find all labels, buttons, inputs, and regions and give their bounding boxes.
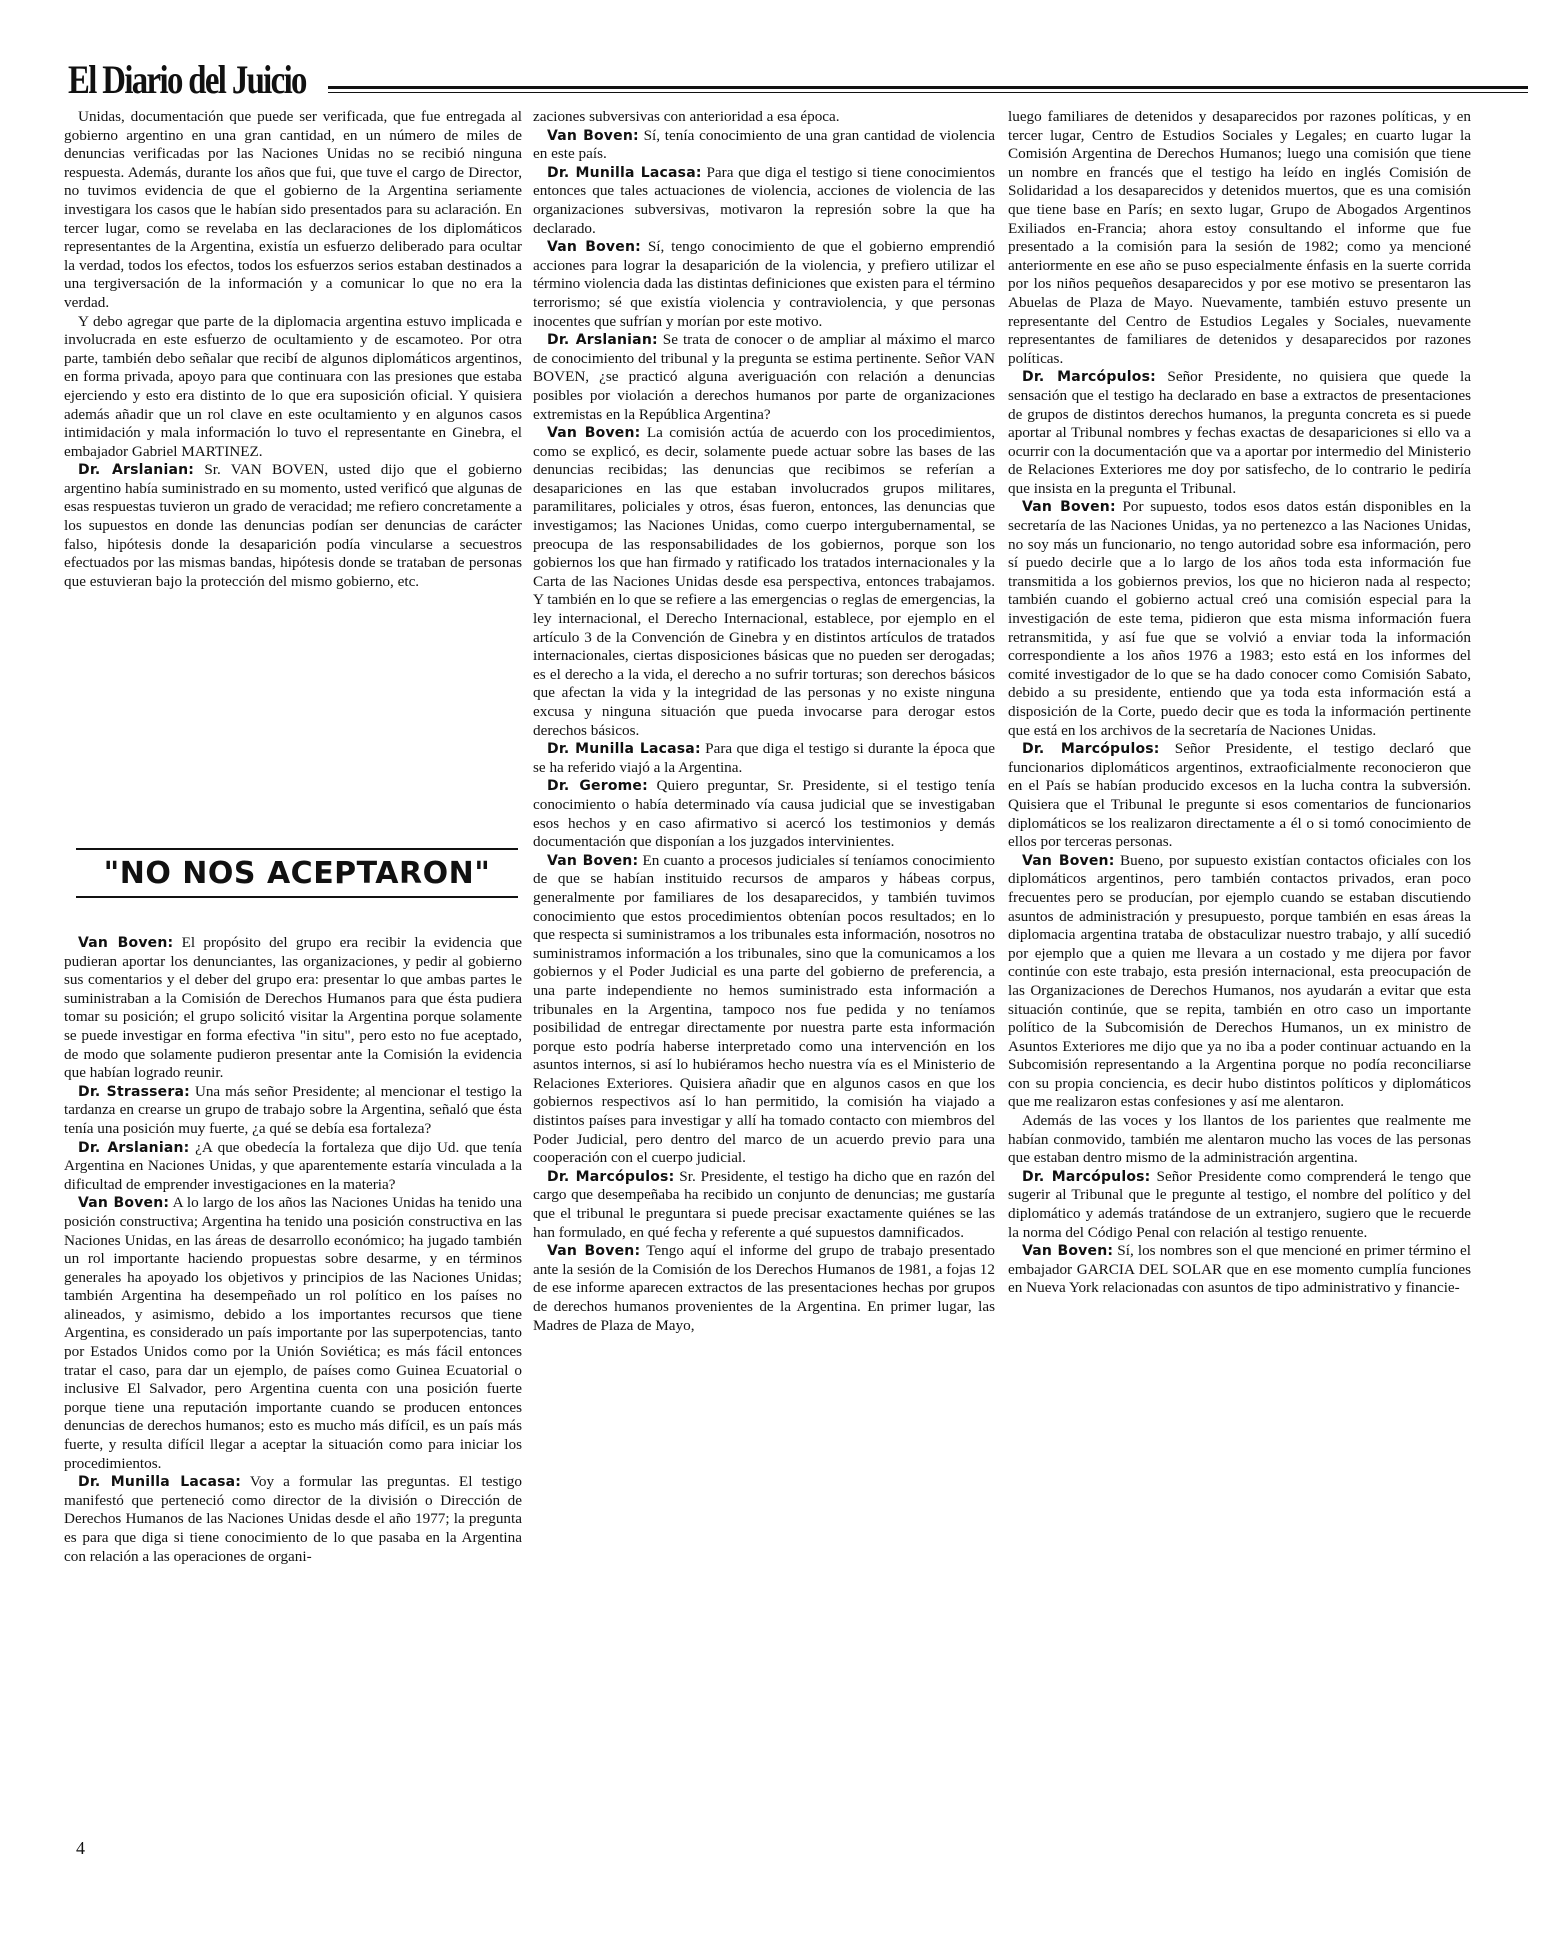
paragraph-text: El propósito del grupo era recibir la evidencia que pudieran aportar los denunciantes, las organizaciones, y pedir al gobierno sus comentarios y el deber del grupo era: presentar lo que ambas partes le suministraban a la Comisión de Derechos Humanos para que ésta pudiera tomar su posición; el grupo solicitó visitar la Argentina porque solamente se puede investigar en forma efectiva "in situ", pero esto no fue aceptado, de modo que solamente pudieron presentar ante la Comisión la evidencia que habían logrado reunir. xyxy=(64,934,523,1082)
paragraph xyxy=(1008,1112,1471,1168)
paragraph xyxy=(533,331,995,424)
paragraph xyxy=(533,424,995,740)
speaker-label: Dr. Marcópulos: xyxy=(1022,741,1160,758)
speaker-label: Dr. Marcópulos: xyxy=(1022,369,1156,386)
paragraph xyxy=(533,164,995,238)
paragraph xyxy=(533,777,995,851)
section-heading xyxy=(76,848,518,898)
paragraph xyxy=(1008,852,1471,1112)
paragraph-text: Señor Presidente como comprenderá le tengo que sugerir al Tribunal que le pregunte al testigo, el nombre del político y del diplomático y además tratándose de un extranjero, sugiero que le recuerde la norma del Código Penal con relación al testigo renuente. xyxy=(1008,1167,1472,1241)
paragraph xyxy=(1008,1242,1471,1298)
paragraph-text: Sr. Presidente, el testigo ha dicho que en razón del cargo que desempeñaba ha recibido un conjunto de denuncias; me gustaría que el tribunal le preguntara si puede precisar exactamente quiénes se las han formulado, en qué fecha y referente a qué supuestos damnificados. xyxy=(533,1167,996,1241)
speaker-label: Dr. Gerome: xyxy=(547,778,648,795)
paragraph-text: Señor Presidente, el testigo declaró que funcionarios diplomáticos argentinos, extraoficialmente reconocieron que en el País se habían producido excesos en la lucha contra la subversión. Quisiera que el Tribunal le pregunte si esos comentarios de funcionarios diplomáticos se los realizaron directamente a él o si tomó conocimiento de ellos por terceras personas. xyxy=(1008,740,1471,851)
paragraph xyxy=(533,740,995,777)
paragraph xyxy=(64,313,522,462)
paragraph-text: Una más señor Presidente; al mencionar el testigo la tardanza en crearse un grupo de trabajo sobre la Argentina, señaló que ésta tenía una posición muy fuerte, ¿a qué se debía esa fortaleza? xyxy=(64,1082,523,1137)
speaker-label: Dr. Strassera: xyxy=(78,1083,190,1100)
paragraph xyxy=(533,127,995,164)
paragraph xyxy=(64,1139,522,1195)
column-1-bottom xyxy=(64,934,522,1566)
column-2 xyxy=(533,108,995,1335)
speaker-label: Van Boven: xyxy=(1022,499,1116,516)
column-3 xyxy=(1008,108,1471,1298)
paragraph-text: Sí, tengo conocimiento de que el gobierno emprendió acciones para lograr la desaparición de la violencia, y prefiero utilizar el término violencia dada las distintas definiciones que existen para el término terrorismo; sé que existía violencia y contraviolencia, y que personas inocentes que sufrían y morían por este motivo. xyxy=(533,238,996,330)
speaker-label: Dr. Munilla Lacasa: xyxy=(547,741,701,758)
paragraph xyxy=(1008,740,1471,852)
speaker-label: Dr. Marcópulos: xyxy=(547,1168,675,1185)
speaker-label: Van Boven: xyxy=(547,127,639,144)
paragraph-text: Y debo agregar que parte de la diplomacia argentina estuvo implicada e involucrada en este esfuerzo de ocultamiento y de escamoteo. Por otra parte, también debo señalar que recibí de algunos diplomáticos argentinos, en forma privada, apoyo para que continuara con las presiones que estaba ejerciendo y esto era distinto de lo que era suposición oficial. Y quisiera además añadir que un rol clave en este ocultamiento y en algunos casos intimidación y mala información lo tuvo el representante en Ginebra, el embajador Gabriel MARTINEZ. xyxy=(64,312,522,460)
paragraph-text: Se trata de conocer o de ampliar al máximo el marco de conocimiento del tribunal y la pregunta se estima pertinente. Señor VAN BOVEN, ¿se practicó alguna averiguación con relación a denuncias posibles por violación a derechos humanos por parte de organizaciones extremistas en la República Argentina? xyxy=(533,331,996,423)
section-heading-text: "NO NOS ACEPTARON" xyxy=(103,855,491,891)
paragraph-text: Voy a formular las preguntas. El testigo manifestó que perteneció como director de la división o Dirección de Derechos Humanos de las Naciones Unidas desde el año 1977; la pregunta es para que diga si tiene conocimiento de lo que pasaba en la Argentina con relación a las operaciones de organi- xyxy=(64,1473,522,1565)
page-number: 4 xyxy=(76,1838,85,1858)
speaker-label: Van Boven: xyxy=(547,239,641,256)
paragraph xyxy=(64,1473,522,1566)
paragraph-text: Para que diga el testigo si durante la época que se ha referido viajó a la Argentina. xyxy=(533,740,995,776)
paragraph xyxy=(64,461,522,591)
paragraph xyxy=(1008,498,1471,740)
paragraph-text: Bueno, por supuesto existían contactos oficiales con los diplomáticos argentinos, pero también contactos privados, eran poco frecuentes pero se producían, por ejemplo cuando se estaban discutiendo asuntos de administración y presupuesto, porque también en esas áreas la diplomacia argentina trataba de obstaculizar nuestro trabajo, y allí sucedió por ejemplo que a quien me llevara a un costado y me dijera por favor continúe con este trabajo, esta presión internacional, esta preocupación de las Organizaciones de Derechos Humanos, nos ayudarán a evitar que esta situación continúe, que se repita, también en otro caso un importante político de la Subcomisión de Derechos Humanos, un ex ministro de Asuntos Exteriores me dijo que ya no iba a poder continuar actuando en la Subcomisión representando a la Argentina porque no podía reconciliarse con su propia conciencia, es decir hubo distintos políticos y diplomáticos que me realizaron estas confesiones y así me alentaron. xyxy=(1008,851,1471,1111)
speaker-label: Van Boven: xyxy=(1022,1243,1114,1260)
paragraph xyxy=(533,1242,995,1335)
speaker-label: Dr. Munilla Lacasa: xyxy=(547,164,702,181)
speaker-label: Van Boven: xyxy=(78,1195,170,1212)
paragraph-text: Tengo aquí el informe del grupo de trabajo presentado ante la sesión de la Comisión de los Derechos Humanos de 1981, a fojas 12 de ese informe aparecen extractos de las presentaciones hechas por grupos de derechos humanos provenientes de la Argentina. En primer lugar, las Madres de Plaza de Mayo, xyxy=(533,1242,995,1334)
paragraph xyxy=(533,1168,995,1242)
paragraph-text: En cuanto a procesos judiciales sí teníamos conocimiento de que se habían instituido recursos de amparos y hábeas corpus, generalmente por familiares de los desaparecidos, y también tuvimos conocimiento que estos procedimientos obtenían pocos resultados; en lo que respecta si suministramos a los tribunales esta información, nosotros no suministramos información a los tribunales, sino que la comunicamos a los gobiernos y el Poder Judicial es una parte del gobierno de preferencia, a una parte independiente no hemos suministrado esta información a tribunales en la Argentina, tampoco nos fue pedida y no teníamos posibilidad de entregar directamente por nuestra parte esta información porque esto podría haberse interpretado como una intervención en los asuntos internos, si así lo hubiéramos hecho nuestra vía es el Ministerio de Relaciones Exteriores. Quisiera añadir que en algunos casos en que los gobiernos respectivos así lo han permitido, la comisión ha viajado a distintos países para investigar y allí ha tomado contacto con miembros del Poder Judicial, pero dentro del marco de un acuerdo previo para una cooperación con el cuerpo judicial. xyxy=(533,851,995,1167)
masthead-rule xyxy=(328,86,1528,89)
paragraph-text: A lo largo de los años las Naciones Unidas ha tenido una posición constructiva; Argentina ha tenido una posición constructiva en las Naciones Unidas, en las áreas de desarrollo económico; ha jugado también un rol importante haciendo propuestas sobre desarme, y en términos generales ha apoyado los objetivos y principios de las Naciones Unidas; también Argentina ha desempeñado un rol político en los países no alineados, y asimismo, debido a los importantes recursos que tiene Argentina, es considerado un país importante por las superpotencias, tanto por Estados Unidos como por la Unión Soviética; es más fácil entonces tratar el caso, para dar un ejemplo, de países como Guinea Ecuatorial o inclusive El Salvador, pero Argentina cuenta con una posición fuerte porque tiene una reputación importante cuando se producen entonces denuncias de derechos humanos; esto es mucho más difícil, es un país más fuerte, y resulta difícil llegar a aceptar la situación como para iniciar los procedimientos. xyxy=(64,1194,523,1472)
paragraph-text: Sí, tenía conocimiento de una gran cantidad de violencia en este país. xyxy=(533,126,995,163)
paragraph xyxy=(64,108,522,313)
speaker-label: Van Boven: xyxy=(1022,852,1115,869)
speaker-label: Van Boven: xyxy=(547,425,641,442)
paragraph xyxy=(64,1194,522,1473)
column-1-top xyxy=(64,108,522,591)
paragraph-text: Unidas, documentación que puede ser verificada, que fue entregada al gobierno argentino en una gran cantidad, en un número de miles de denuncias verificadas por las Naciones Unidas no se recibió ninguna respuesta. Además, durante los años que fui, que tuve el cargo de Director, no tuvimos evidencia de que el gobierno de la Argentina seriamente investigara los casos que le habían sido presentados para su aclaración. En tercer lugar, como se revelaba en las declaraciones de los diplomáticos representantes de la Argentina, existía un esfuerzo deliberado para ocultar la verdad, todos los efectos, todos los esfuerzos serios estaban destinados a una tergiversación de la información y a comunicar lo que no era la verdad. xyxy=(64,108,522,311)
paragraph-text: luego familiares de detenidos y desaparecidos por razones políticas, y en tercer lugar, Centro de Estudios Sociales y Legales; en cuarto lugar la Comisión Argentina de Derechos Humanos; luego una comisión que tiene un nombre en francés que el testigo ha leído en inglés Comisión de Solidaridad a los desaparecidos y detenidos muertos, que es una comisión que tiene base en París; en sexto lugar, Grupo de Abogados Argentinos Exiliados en-Francia; ahora estoy consultando el informe que fue presentado a la comisión para la sesión de 1982; como ya mencioné anteriormente en ese año se puso especialmente énfasis en la suerte corrida por los niños pequeños desaparecidos y por ese motivo se presentaron las Abuelas de Plaza de Mayo. Nuevamente, también estuvo presente un representante del Centro de Estudios Legales y Sociales, nuevamente representantes de familiares de detenidos y desaparecidos por razones políticas. xyxy=(1008,108,1471,367)
paragraph-text: Además de las voces y los llantos de los parientes que realmente me habían conmovido, también me alentaron mucho las voces de las personas que estaban dentro mismo de la administración argentina. xyxy=(1008,1112,1471,1167)
speaker-label: Dr. Arslanian: xyxy=(78,1139,190,1156)
speaker-label: Dr. Arslanian: xyxy=(547,332,658,349)
paragraph-text: Por supuesto, todos esos datos están disponibles en la secretaría de las Naciones Unidas, ya no pertenezco a las Naciones Unidas, no soy más un funcionario, no tengo autoridad sobre esa información, pero sí puedo decirle que a lo largo de los años toda esta información fue transmitida a los gobiernos previos, los que no hicieron nada al respecto; también cuando el gobierno actual creó una comisión especial para la investigación de este tema, pidieron que esta misma información fuera retransmitida, y así fue que se volvió a enviar toda la información correspondiente a los años 1976 a 1983; esto está en los informes del comité investigador de lo que se ha dado conocer como Comisión Sabato, debido a su presidente, entiendo que ya toda esta información está a disposición de la Corte, puedo decir que es toda la información pertinente que está en los archivos de la secretaría de Naciones Unidas. xyxy=(1008,498,1471,739)
speaker-label: Van Boven: xyxy=(547,1243,641,1260)
speaker-label: Dr. Marcópulos: xyxy=(1022,1168,1151,1185)
paragraph xyxy=(1008,1168,1471,1242)
speaker-label: Van Boven: xyxy=(78,935,174,951)
paragraph xyxy=(1008,368,1471,498)
paragraph-text: La comisión actúa de acuerdo con los procedimientos, como se explicó, es decir, solamente puede actuar sobre las bases de las denuncias recibidas; las denuncias que recibimos se referían a desapariciones en las que estaban involucrados grupos militares, paramilitares, policiales y otros, ésas fueron, entonces, las denuncias que investigamos; las Naciones Unidas, como cuerpo intergubernamental, se preocupa de las responsabilidades de los gobiernos, porque son los gobiernos los que han firmado y ratificado los tratados internacionales y la Carta de las Naciones Unidas desde esa perspectiva, entonces trabajamos. Y también en lo que se refiere a las emergencias o reglas de emergencias, la ley internacional, el Derecho Internacional, establece, por ejemplo en el artículo 3 de la Convención de Ginebra y en distintos artículos de tratados internacionales, ciertas disposiciones básicas que no pueden ser derogadas; es el derecho a la vida, el derecho a no sufrir torturas; son derechos básicos que afectan la vida y la integridad de las personas y no existe ninguna excusa y ninguna situación que pueda invocarse para derogar estos derechos básicos. xyxy=(533,424,995,739)
paragraph-text: ¿A que obedecía la fortaleza que dijo Ud. que tenía Argentina en Naciones Unidas, y que aparentemente estaría vinculada a la dificultad de emprender investigaciones en la materia? xyxy=(64,1138,523,1193)
paragraph xyxy=(533,852,995,1168)
newspaper-title: El Diario del Juicio xyxy=(68,57,306,102)
masthead xyxy=(68,44,1528,104)
paragraph-text: Para que diga el testigo si tiene conocimientos entonces que tales actuaciones de violencia, acciones de violencia de las organizaciones subversivas, motivaron la represión sobre la que ha declarado. xyxy=(533,163,995,237)
paragraph xyxy=(533,108,995,127)
paragraph-text: Quiero preguntar, Sr. Presidente, si el testigo tenía conocimiento o había determinado vía causa judicial que se investigaban esos hechos y en caso afirmativo si acercó los testimonios y demás documentación que disponían a los juzgados intervinientes. xyxy=(533,777,995,851)
paragraph xyxy=(64,1083,522,1139)
speaker-label: Dr. Arslanian: xyxy=(78,462,195,479)
paragraph-text: Sr. VAN BOVEN, usted dijo que el gobierno argentino había suministrado en su momento, usted verificó que algunas de esas respuestas tuvieron un grado de veracidad; me refiero concretamente a los supuestos en donde las denuncias podían ser denuncias de carácter falso, hipótesis donde la desaparición podía vincularse a secuestros efectuados por las mismas bandas, hipótesis donde se trataban de personas que estuvieran bajo la protección del mismo gobierno, etc. xyxy=(64,461,522,590)
paragraph-text: Sí, los nombres son el que mencioné en primer término el embajador GARCIA DEL SOLAR que en ese momento cumplía funciones en Nueva York relacionadas con asuntos de tipo administrativo y financie- xyxy=(1008,1242,1471,1297)
paragraph xyxy=(64,934,522,1083)
masthead-rule-thin xyxy=(328,92,1528,93)
paragraph xyxy=(533,238,995,331)
paragraph xyxy=(1008,108,1471,368)
paragraph-text: zaciones subversivas con anterioridad a esa época. xyxy=(533,108,840,125)
speaker-label: Dr. Munilla Lacasa: xyxy=(78,1474,242,1491)
paragraph-text: Señor Presidente, no quisiera que quede la sensación que el testigo ha declarado en base a extractos de presentaciones de grupos de distintos derechos humanos, la pregunta concreta es si puede aportar al Tribunal nombres y fechas exactas de desapariciones si ello va a ocurrir con la documentación que va a aportar por intermedio del Ministerio de Relaciones Exteriores me doy por satisfecho, de lo contrario le pediría que insista en la pregunta el Tribunal. xyxy=(1008,368,1471,497)
speaker-label: Van Boven: xyxy=(547,852,639,869)
